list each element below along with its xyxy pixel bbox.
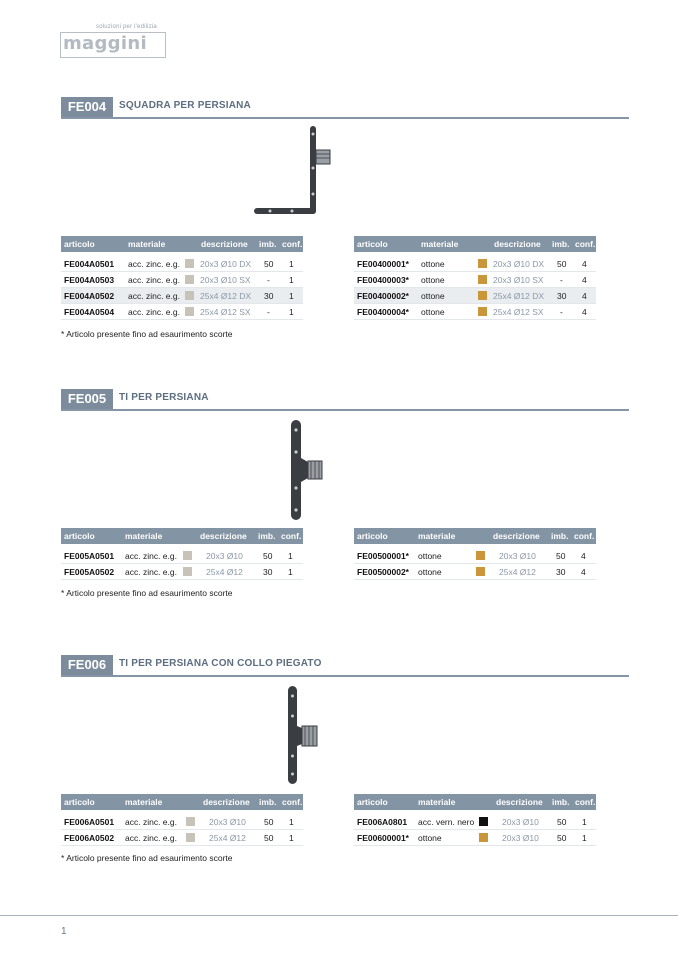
section-code: FE006 [61,655,113,675]
table-row: FE006A0502 acc. zinc. e.g. 25x4 Ø12 50 1 [61,830,303,846]
col-imb: imb. [259,239,277,249]
material-swatch [186,817,195,826]
material-swatch [185,291,194,300]
table-row: FE00500002* ottone 25x4 Ø12 30 4 [354,564,596,580]
material-swatch [185,307,194,316]
col-materiale: materiale [128,239,166,249]
table-row: FE005A0502 acc. zinc. e.g. 25x4 Ø12 30 1 [61,564,303,580]
table-row: FE004A0501 acc. zinc. e.g. 20x3 Ø10 DX 50 1 [61,256,303,272]
table-fe006-zinc [61,794,303,846]
section-title: TI PER PERSIANA CON COLLO PIEGATO [119,658,322,669]
section-header-fe004 [61,97,629,119]
section-rule [61,675,629,677]
section-title: TI PER PERSIANA [119,392,209,403]
page-number: 1 [61,926,67,937]
col-conf: conf. [282,239,303,249]
bent-neck-hinge-image [282,684,322,786]
table-row: FE00400002* ottone 25x4 Ø12 DX 30 4 [354,288,596,304]
stock-note: * Articolo presente fino ad esaurimento scorte [61,853,233,863]
table-row: FE006A0801 acc. vern. nero 20x3 Ø10 50 1 [354,814,596,830]
material-swatch [478,291,487,300]
table-header: articolo materiale descrizione imb. conf. [61,528,303,544]
material-swatch [185,275,194,284]
section-rule [61,409,629,411]
material-swatch [186,833,195,842]
brand-name: maggini [63,33,147,54]
table-row: FE004A0504 acc. zinc. e.g. 25x4 Ø12 SX - 1 [61,304,303,320]
section-code: FE005 [61,389,113,409]
table-fe004-zinc [61,236,303,320]
table-header [61,236,303,252]
material-swatch [478,275,487,284]
corner-bracket-image [250,124,334,218]
table-row: FE004A0503 acc. zinc. e.g. 20x3 Ø10 SX - 1 [61,272,303,288]
table-fe006-other [354,794,596,846]
table-row: FE004A0502 acc. zinc. e.g. 25x4 Ø12 DX 30 1 [61,288,303,304]
material-swatch [476,551,485,560]
section-rule [61,117,629,119]
material-swatch [183,567,192,576]
table-row: FE00400001* ottone 20x3 Ø10 DX 50 4 [354,256,596,272]
table-row: FE00500001* ottone 20x3 Ø10 50 4 [354,548,596,564]
col-articolo: articolo [64,239,95,249]
table-fe005-zinc [61,528,303,580]
section-code: FE004 [61,97,113,117]
table-fe004-brass [354,236,596,320]
table-fe005-brass [354,528,596,580]
table-row: FE00400004* ottone 25x4 Ø12 SX - 4 [354,304,596,320]
table-row: FE005A0501 acc. zinc. e.g. 20x3 Ø10 50 1 [61,548,303,564]
table-row: FE006A0501 acc. zinc. e.g. 20x3 Ø10 50 1 [61,814,303,830]
table-header: articolo materiale descrizione imb. conf. [354,236,596,252]
table-header: articolo materiale descrizione imb. conf. [354,528,596,544]
brand-tagline: soluzioni per l'edilizia [96,24,157,30]
material-swatch [478,259,487,268]
table-header: articolo materiale descrizione imb. conf. [61,794,303,810]
stock-note: * Articolo presente fino ad esaurimento scorte [61,588,233,598]
section-header-fe005 [61,389,629,411]
material-swatch [479,817,488,826]
section-title: SQUADRA PER PERSIANA [119,100,251,111]
table-row: FE00400003* ottone 20x3 Ø10 SX - 4 [354,272,596,288]
t-hinge-image [284,418,326,522]
material-swatch [479,833,488,842]
table-row: FE00600001* ottone 20x3 Ø10 50 1 [354,830,596,846]
table-header: articolo materiale descrizione imb. conf. [354,794,596,810]
material-swatch [476,567,485,576]
material-swatch [478,307,487,316]
stock-note: * Articolo presente fino ad esaurimento scorte [61,329,233,339]
brand-logo [60,24,166,58]
material-swatch [183,551,192,560]
col-descrizione: descrizione [201,239,248,249]
footer-rule [0,915,678,916]
section-header-fe006 [61,655,629,677]
material-swatch [185,259,194,268]
